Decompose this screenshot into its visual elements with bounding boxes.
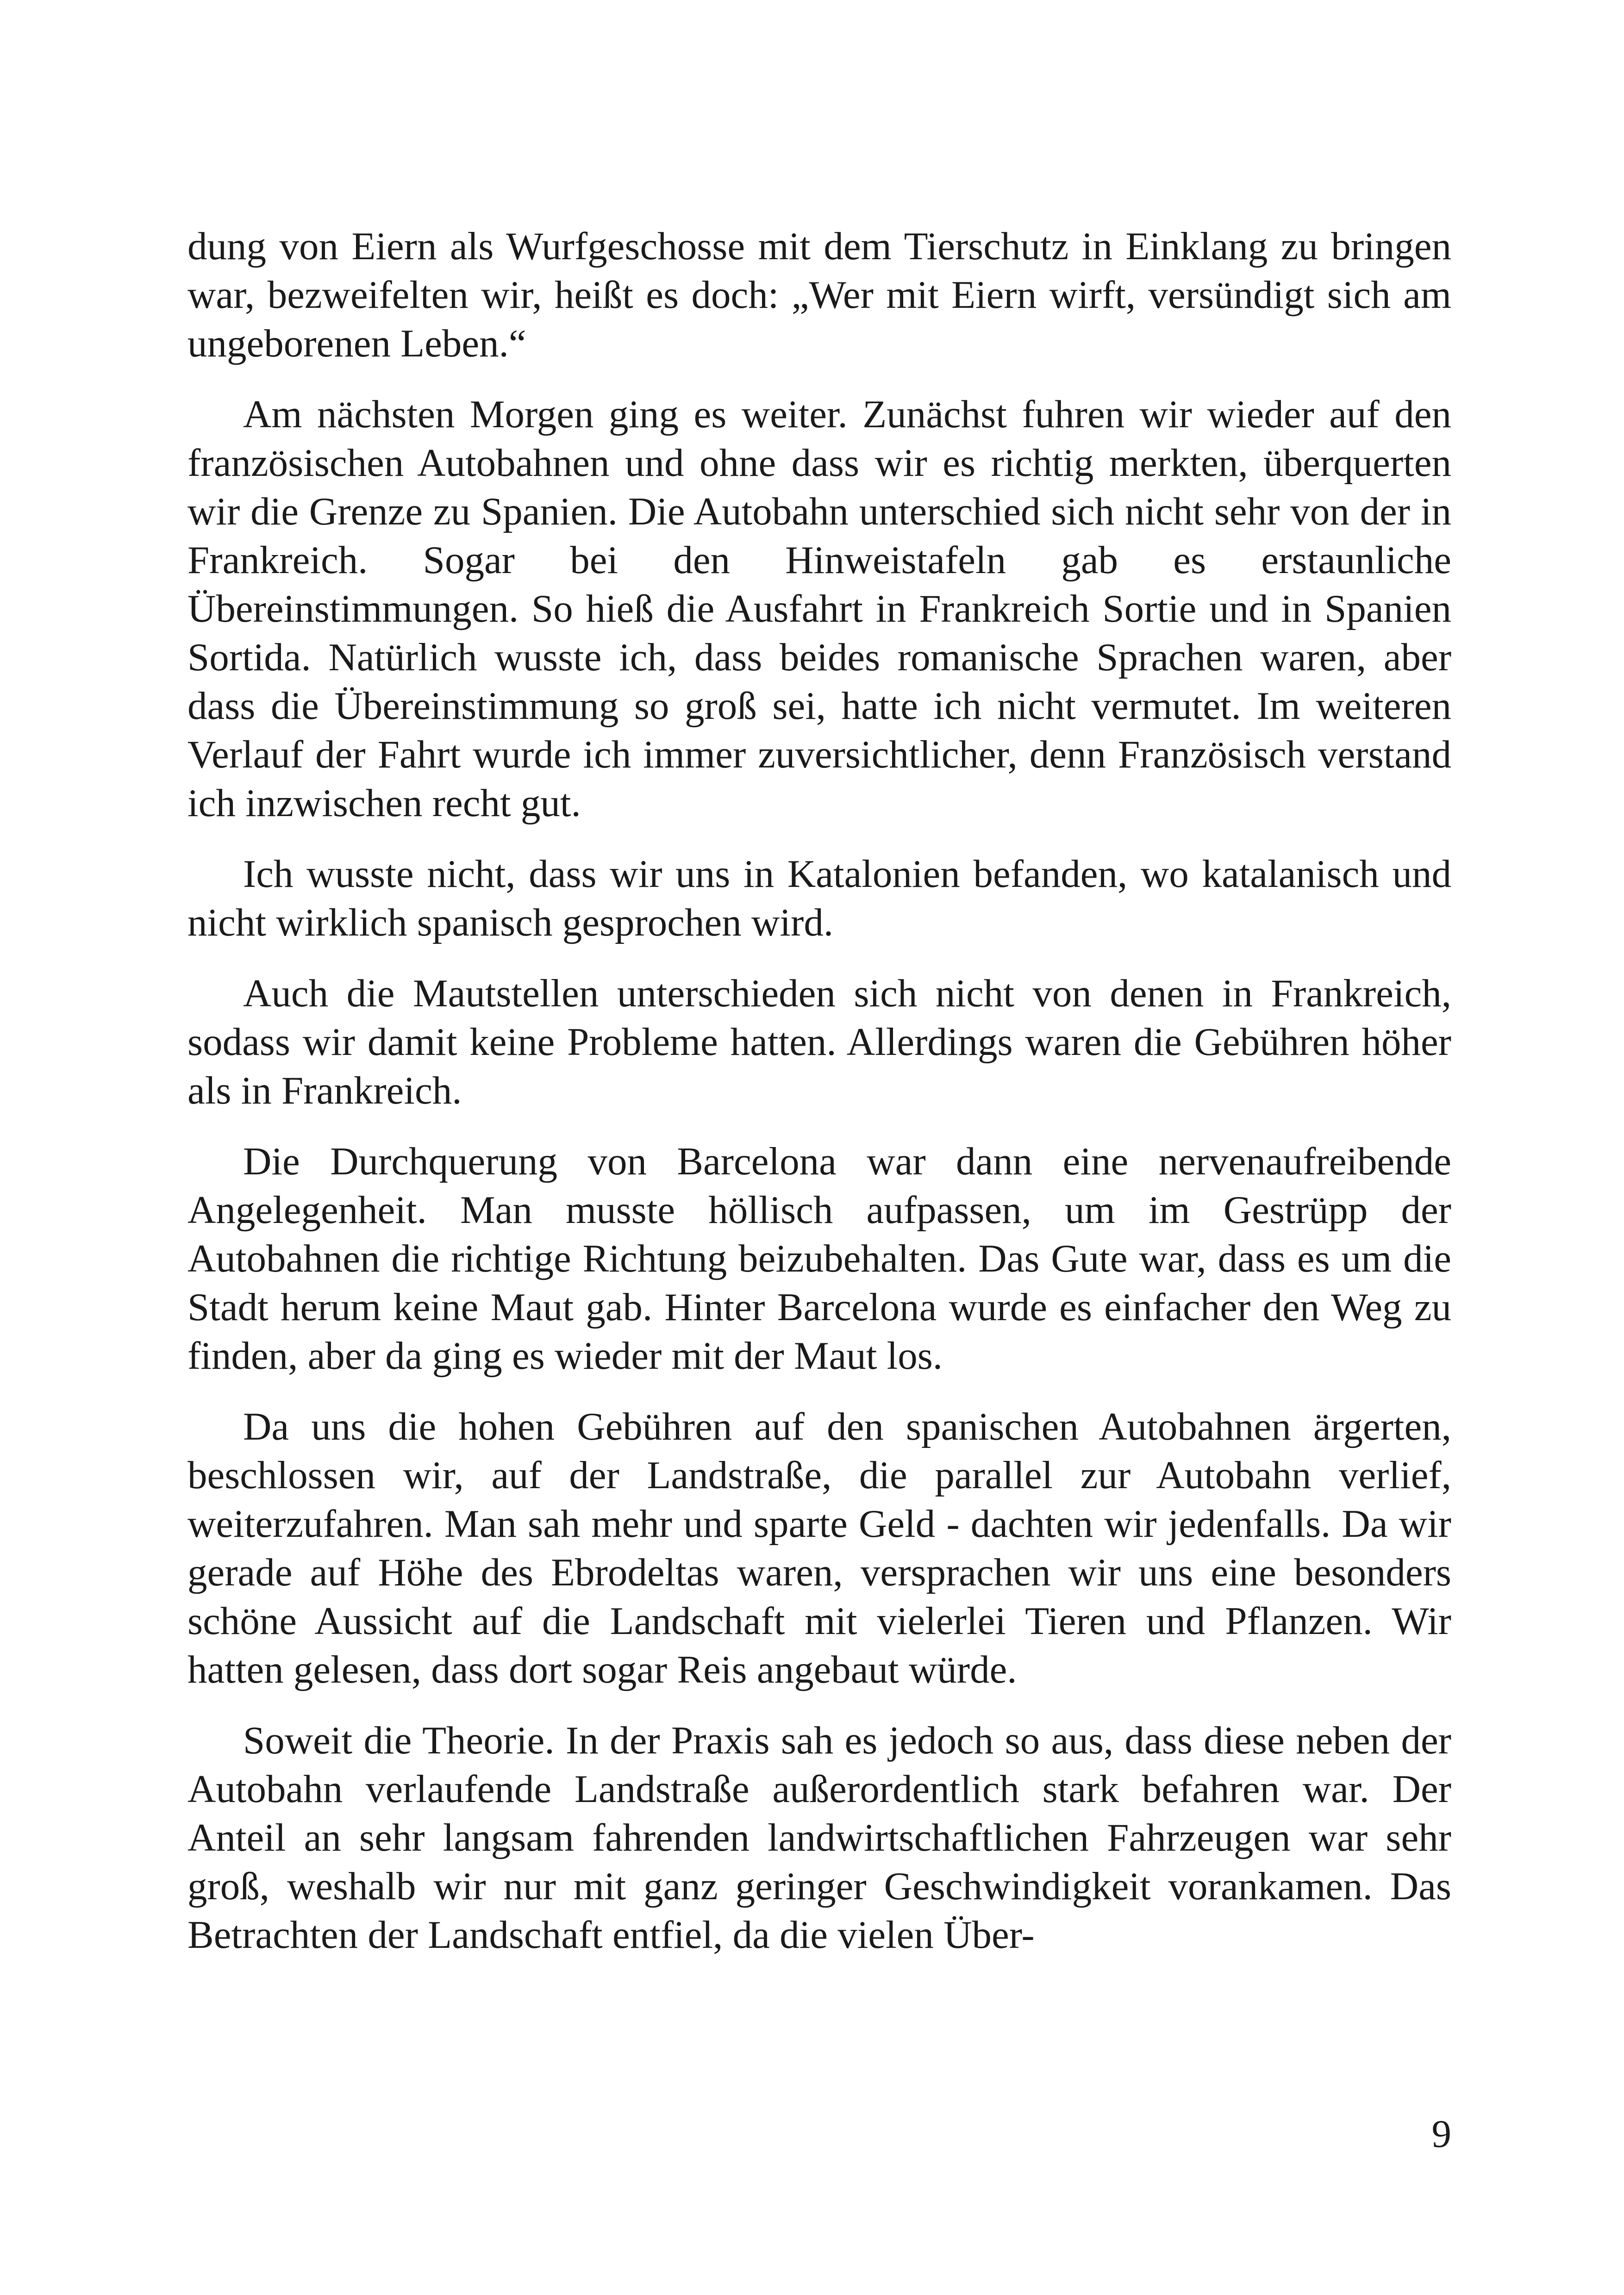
paragraph-morning-departure: Am nächsten Morgen ging es weiter. Zunächst fuhren wir wieder auf den französischen Autobahnen und ohne dass wir es richtig merkten, überquerten wir die Grenze zu Spanien. Die Autobahn unterschied sich nicht sehr von der in Frankreich. Sogar bei den Hinweistafeln gab es erstaunliche Übereinstimmungen. So hieß die Ausfahrt in Frankreich Sortie und in Spanien Sortida. Natürlich wusste ich, dass beides romanische Sprachen waren, aber dass die Übereinstimmung so groß sei, hatte ich nicht vermutet. Im weiteren Verlauf der Fahrt wurde ich immer zuversichtlicher, denn Französisch verstand ich inzwischen recht gut. bbox=[187, 393, 1451, 825]
paragraph-barcelona: Die Durchquerung von Barcelona war dann eine nervenaufreibende Angelegenheit. Man musste höllisch aufpassen, um im Gestrüpp der Autobahnen die richtige Richtung beizubehalten. Das Gute war, dass es um die Stadt herum keine Maut gab. Hinter Barcelona wurde es einfacher den Weg zu finden, aber da ging es wieder mit der Maut los. bbox=[187, 1140, 1451, 1378]
paragraph-catalonia: Ich wusste nicht, dass wir uns in Katalonien befanden, wo katalanisch und nicht wirklich spanisch gesprochen wird. bbox=[187, 852, 1451, 944]
page-number: 9 bbox=[1431, 2112, 1451, 2156]
paragraph-toll-stations: Auch die Mautstellen unterschieden sich nicht von denen in Frankreich, sodass wir damit keine Probleme hatten. Allerdings waren die Gebühren höher als in Frankreich. bbox=[187, 972, 1451, 1112]
paragraph-country-road: Da uns die hohen Gebühren auf den spanischen Autobahnen ärgerten, beschlossen wir, auf der Landstraße, die parallel zur Autobahn verlief, weiterzufahren. Man sah mehr und sparte Geld - dachten wir jedenfalls. Da wir gerade auf Höhe des Ebrodeltas waren, versprachen wir uns eine besonders schöne Aussicht auf die Landschaft mit vielerlei Tieren und Pflanzen. Wir hatten gelesen, dass dort sogar Reis angebaut würde. bbox=[187, 1405, 1451, 1691]
paragraph-theory-practice: Soweit die Theorie. In der Praxis sah es jedoch so aus, dass diese neben der Autobahn verlaufende Landstraße außerordentlich stark befahren war. Der Anteil an sehr langsam fahrenden landwirtschaftlichen Fahrzeugen war sehr groß, weshalb wir nur mit ganz geringer Geschwindigkeit vorankamen. Das Betrachten der Landschaft entfiel, da die vielen Über- bbox=[187, 1719, 1451, 1957]
paragraph-continuation: dung von Eiern als Wurfgeschosse mit dem Tierschutz in Einklang zu bringen war, bezweifelten wir, heißt es doch: „Wer mit Eiern wirft, versündigt sich am ungeborenen Leben.“ bbox=[187, 225, 1451, 365]
body-text bbox=[187, 222, 1451, 1982]
